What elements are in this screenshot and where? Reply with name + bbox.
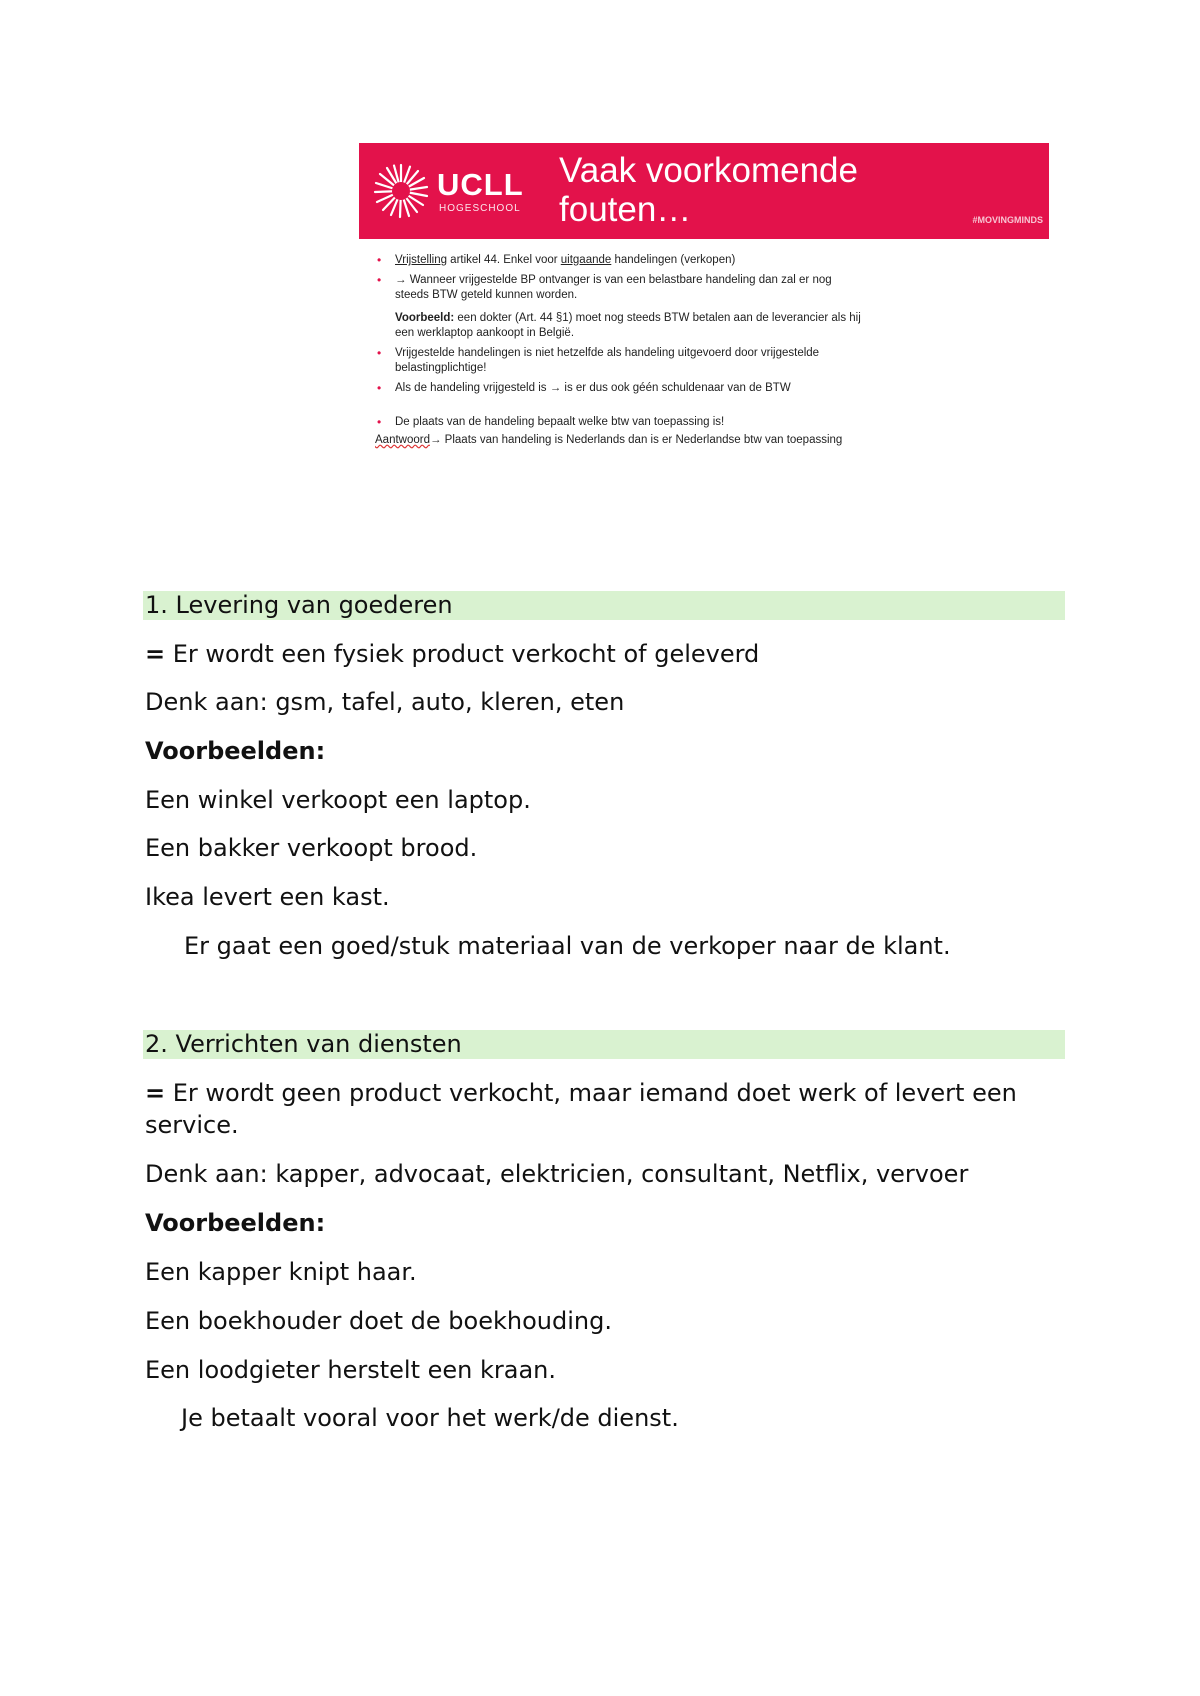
slide-text: artikel 44. Enkel voor xyxy=(446,254,561,266)
equals-sign: = xyxy=(145,1079,166,1107)
slide-text: De plaats van de handeling bepaalt welke btw van toepassing is! xyxy=(395,416,725,428)
slide-banner xyxy=(359,143,1049,239)
slide-title-line2: fouten… xyxy=(559,190,692,229)
example-item: Een boekhouder doet de boekhouding. xyxy=(145,1307,612,1335)
slide-title xyxy=(559,151,979,229)
logo-text: UCLL xyxy=(437,167,524,202)
example-item: Een bakker verkoopt brood. xyxy=(145,834,478,862)
example-item: Een winkel verkoopt een laptop. xyxy=(145,786,531,814)
bullet-dot-icon: • xyxy=(377,253,382,267)
slide-text: steeds BTW geteld kunnen worden. xyxy=(395,289,578,301)
heading-text: 2. Verrichten van diensten xyxy=(145,1030,462,1058)
think-of-goods: Denk aan: gsm, tafel, auto, kleren, eten xyxy=(145,688,625,716)
section-heading-services xyxy=(143,1030,1065,1059)
slide-bullet xyxy=(375,381,1025,396)
definition-text: service. xyxy=(145,1111,239,1139)
ucll-logo xyxy=(371,161,541,221)
think-of-services: Denk aan: kapper, advocaat, elektricien, consultant, Netflix, vervoer xyxy=(145,1160,969,1188)
bullet-dot-icon: • xyxy=(377,273,382,287)
logo-subtext: HOGESCHOOL xyxy=(439,203,521,214)
slide-text: → Plaats van handeling is Nederlands dan is er Nederlandse btw van toepassing xyxy=(429,434,843,446)
slide-bullet xyxy=(375,253,1025,268)
example-item: Een kapper knipt haar. xyxy=(145,1258,417,1286)
conclusion-goods: Er gaat een goed/stuk materiaal van de verkoper naar de klant. xyxy=(184,932,951,960)
slide-bullet xyxy=(375,346,1025,376)
example-label: Voorbeeld: xyxy=(395,312,455,324)
section-heading-goods xyxy=(143,591,1065,620)
examples-label-services: Voorbeelden: xyxy=(145,1209,326,1237)
slide-text: uitgaande xyxy=(560,254,612,266)
slide-text: Als de handeling vrijgesteld is → is er dus ook géén schuldenaar van de BTW xyxy=(395,382,791,394)
definition-text: Er wordt een fysiek product verkocht of geleverd xyxy=(165,640,760,668)
bullet-dot-icon: • xyxy=(377,381,382,395)
embedded-slide-image xyxy=(359,143,1049,493)
slide-title-line1: Vaak voorkomende xyxy=(559,151,858,190)
example-item: Ikea levert een kast. xyxy=(145,883,390,911)
definition-services xyxy=(145,1077,1065,1141)
slide-answer xyxy=(375,433,1025,448)
answer-label: Aantwoord xyxy=(375,434,430,446)
examples-label-goods: Voorbeelden: xyxy=(145,737,326,765)
bullet-dot-icon: • xyxy=(377,346,382,360)
ucll-sunburst-logo-icon xyxy=(371,161,431,221)
example-item: Een loodgieter herstelt een kraan. xyxy=(145,1356,556,1384)
slide-example xyxy=(375,311,1025,341)
slide-bullet-list xyxy=(375,253,1025,448)
definition-text: Er wordt geen product verkocht, maar iemand doet werk of levert een xyxy=(165,1079,1017,1107)
slide-text: Vrijgestelde handelingen is niet hetzelfde als handeling uitgevoerd door vrijgestelde xyxy=(395,347,820,359)
slide-text: een dokter (Art. 44 §1) moet nog steeds BTW betalen aan de leverancier als hij xyxy=(454,312,861,324)
heading-text: 1. Levering van goederen xyxy=(145,591,453,619)
slide-text: → Wanneer vrijgestelde BP ontvanger is van een belastbare handeling dan zal er nog xyxy=(395,274,832,286)
slide-text: handelingen (verkopen) xyxy=(611,254,736,266)
definition-goods xyxy=(145,638,1065,670)
slide-text: Vrijstelling xyxy=(395,254,447,266)
bullet-dot-icon: • xyxy=(377,415,382,429)
slide-text: belastingplichtige! xyxy=(395,362,487,374)
equals-sign: = xyxy=(145,640,166,668)
slide-bullet xyxy=(375,415,1025,430)
conclusion-services: Je betaalt vooral voor het werk/de dienst. xyxy=(181,1404,679,1432)
slide-bullet xyxy=(375,273,1025,303)
slide-text: een werklaptop aankoopt in België. xyxy=(395,327,575,339)
slide-hashtag: #MOVINGMINDS xyxy=(972,215,1043,225)
